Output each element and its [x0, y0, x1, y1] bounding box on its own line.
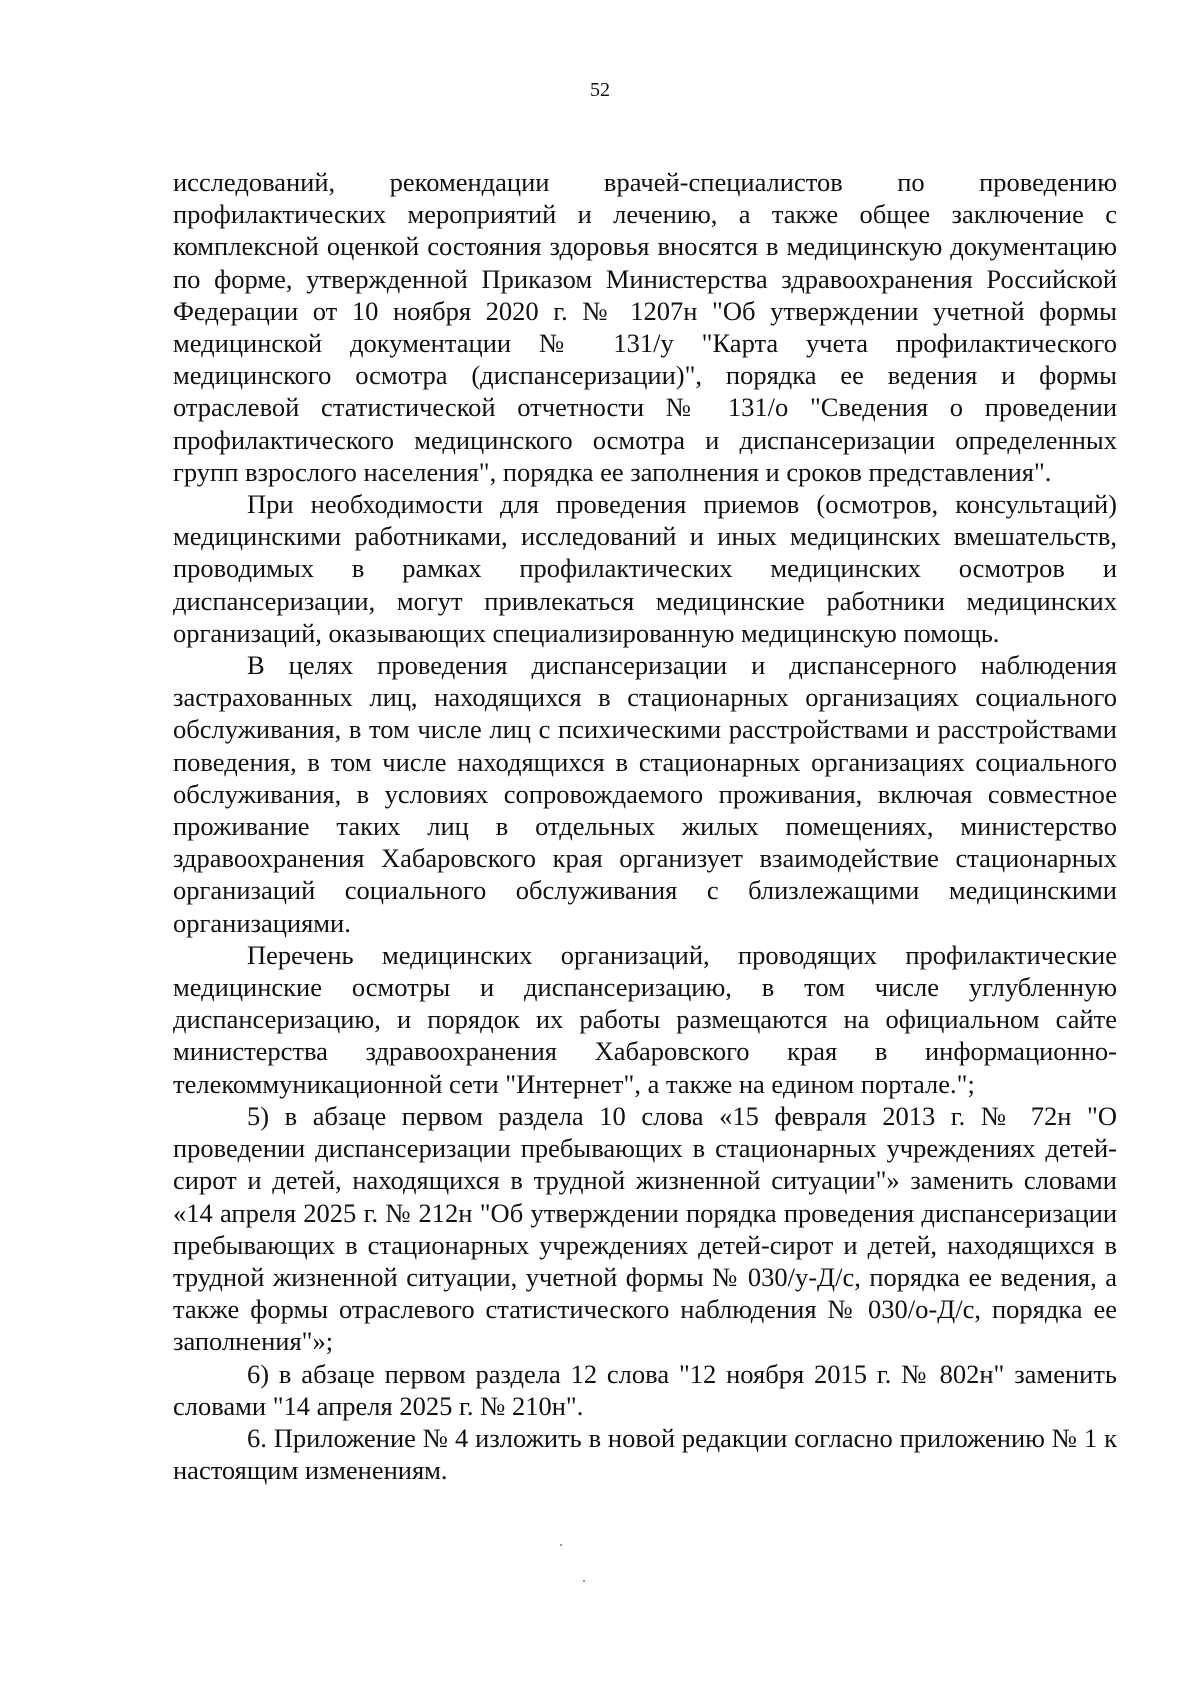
paragraph-item-6: 6) в абзаце первом раздела 12 слова "12 ноября 2015 г. № 802н" заменить словами "14 апреля 2025 г. № 210н". — [173, 1358, 1117, 1421]
paragraph-specialists: При необходимости для проведения приемов (осмотров, консультаций) медицинскими работниками, исследований и иных медицинских вмешательств, проводимых в рамках профилактических медицинских осмотров и диспансеризации, могут привлекаться медицинские работники медицинских организаций, оказывающих специализированную медицинскую помощь. — [173, 489, 1117, 648]
paragraph-continuation: исследований, рекомендации врачей-специалистов по проведению профилактических мероприятий и лечению, а также общее заключение с комплексной оценкой состояния здоровья вносятся в медицинскую документацию по форме, утвержденной Приказом Министерства здравоохранения Российской Федерации от 10 ноября 2020 г. № 1207н "Об утверждении учетной формы медицинской документации № 131/у "Карта учета профилактического медицинского осмотра (диспансеризации)", порядка ее ведения и формы отраслевой статистической отчетности № 131/о "Сведения о проведении профилактического медицинского осмотра и диспансеризации определенных групп взрослого населения", порядка ее заполнения и сроков представления". — [173, 167, 1117, 487]
paragraph-appendix: 6. Приложение № 4 изложить в новой редакции согласно приложению № 1 к настоящим изменениям. — [173, 1422, 1117, 1486]
page-number: 52 — [590, 79, 610, 101]
scan-speck — [560, 1544, 562, 1546]
paragraph-organizations-list: Перечень медицинских организаций, проводящих профилактические медицинские осмотры и диспансеризацию, в том числе углубленную диспансеризацию, и порядок их работы размещаются на официальном сайте министерства здравоохранения Хабаровского края в информационно-телекоммуникационной сети "Интернет", а также на едином портале."; — [173, 939, 1117, 1099]
paragraph-item-5: 5) в абзаце первом раздела 10 слова «15 февраля 2013 г. № 72н "О проведении диспансеризации пребывающих в стационарных учреждениях детей-сирот и детей, находящихся в трудной жизненной ситуации"» заменить словами «14 апреля 2025 г. № 212н "Об утверждении порядка проведения диспансеризации пребывающих в стационарных учреждениях детей-сирот и детей, находящихся в трудной жизненной ситуации, учетной формы № 030/у-Д/с, порядка ее ведения, а также формы отраслевого статистического наблюдения № 030/о-Д/с, порядка ее заполнения"»; — [173, 1100, 1117, 1357]
document-body — [173, 166, 1117, 1486]
paragraph-social-organizations: В целях проведения диспансеризации и диспансерного наблюдения застрахованных лиц, находящихся в стационарных организациях социального обслуживания, в том числе лиц с психическими расстройствами и расстройствами поведения, в том числе находящихся в стационарных организациях социального обслуживания, в условиях сопровождаемого проживания, включая совместное проживание таких лиц в отдельных жилых помещениях, министерство здравоохранения Хабаровского края организует взаимодействие стационарных организаций социального обслуживания с близлежащими медицинскими организациями. — [173, 650, 1117, 938]
scan-speck — [583, 1580, 585, 1582]
